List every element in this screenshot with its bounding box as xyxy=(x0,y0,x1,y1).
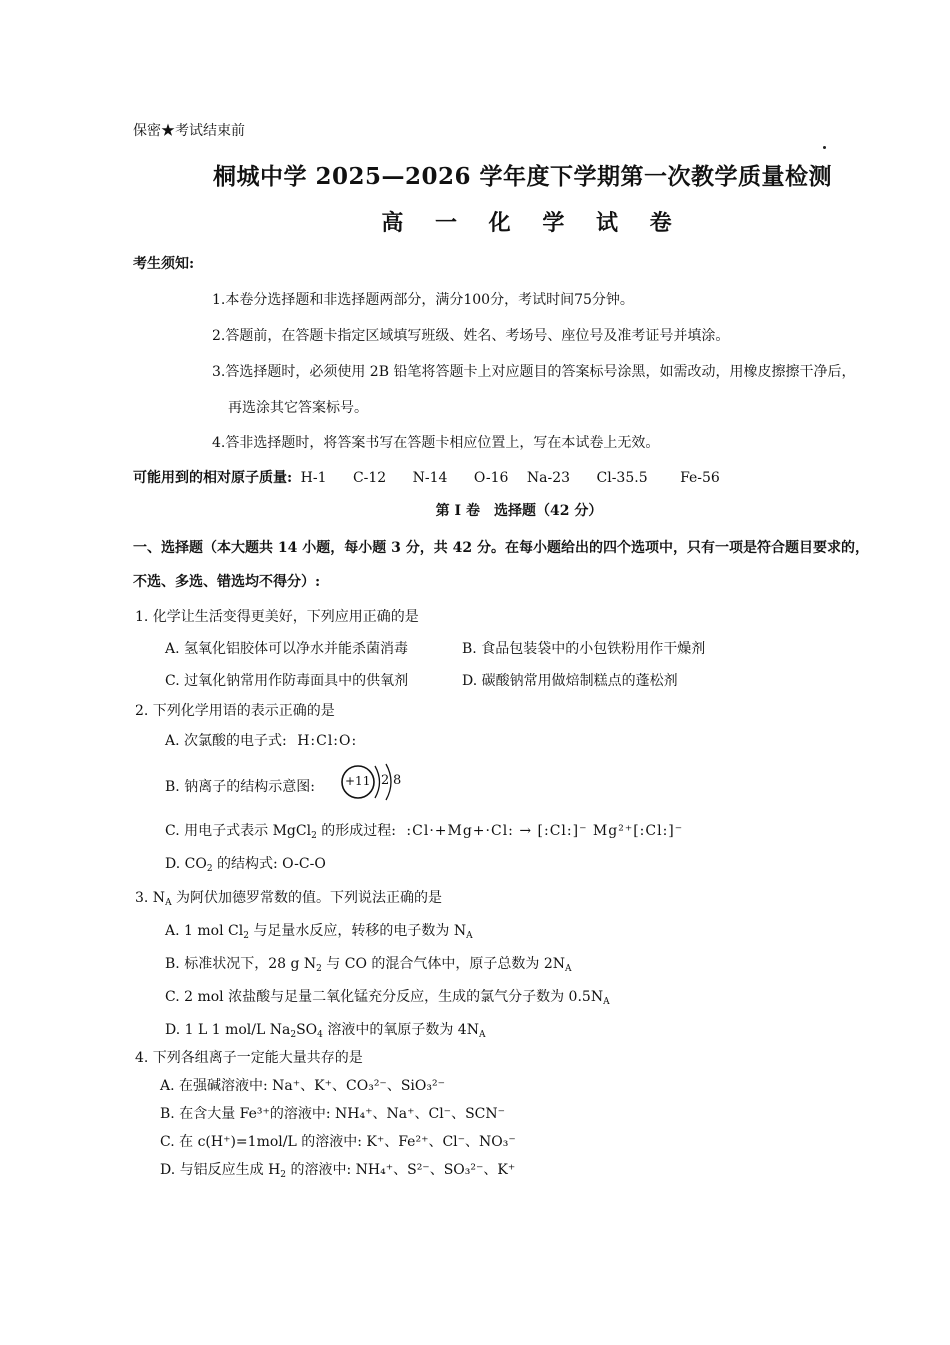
nucleus-charge: +11 xyxy=(345,774,371,788)
q4-d-post: 的溶液中: NH₄⁺、S²⁻、SO₃²⁻、K⁺ xyxy=(286,1162,516,1178)
q4-stem: 4. 下列各组离子一定能大量共存的是 xyxy=(135,1050,363,1066)
q3-a-sub2: A xyxy=(466,931,473,941)
q2-option-b-label: B. 钠离子的结构示意图: xyxy=(165,779,315,795)
q3-b-sub: 2 xyxy=(316,964,322,974)
q1-option-d: D. 碳酸钠常用做焙制糕点的蓬松剂 xyxy=(462,673,678,689)
q3-d-sub: 2 xyxy=(290,1030,297,1040)
q4-option-a: A. 在强碱溶液中: Na⁺、K⁺、CO₃²⁻、SiO₃²⁻ xyxy=(160,1078,445,1094)
q3-c-sub: A xyxy=(603,997,610,1007)
part-title-line2: 不选、多选、错选均不得分）: xyxy=(133,574,321,590)
q3-d-mid: SO xyxy=(296,1022,318,1038)
q2-option-c-label-end: 的形成过程: xyxy=(316,823,396,839)
q4-option-c: C. 在 c(H⁺)=1mol/L 的溶液中: K⁺、Fe²⁺、Cl⁻、NO₃⁻ xyxy=(160,1134,516,1150)
shell-2-count: 8 xyxy=(393,773,402,788)
q2-option-a xyxy=(165,730,357,750)
q2-option-d-end: 的结构式: O-C-O xyxy=(212,856,326,872)
q3-d-pre: D. 1 L 1 mol/L Na xyxy=(165,1022,291,1038)
q3-b-pre: B. 标准状况下，28 g N xyxy=(165,956,317,972)
shell-1-count: 2 xyxy=(381,773,390,788)
q3-d-sub3: A xyxy=(478,1030,486,1040)
q2-option-d-label: D. CO xyxy=(165,856,207,872)
q1-option-a: A. 氢氧化铝胶体可以净水并能杀菌消毒 xyxy=(165,641,409,657)
q4-option-d xyxy=(160,1159,515,1179)
q2-option-c-sub: 2 xyxy=(311,831,317,841)
exam-title: 桐城中学 2025—2026 学年度下学期第一次教学质量检测 xyxy=(212,163,833,190)
q3-d-sub2: 4 xyxy=(317,1030,323,1040)
atomic-mass-cl: Cl-35.5 xyxy=(596,470,648,486)
exam-subtitle: 高 一 化 学 试 卷 xyxy=(381,210,684,236)
mgcl2-formation-formula: :Cl·+Mg+·Cl: → [:Cl:]⁻ Mg²⁺[:Cl:]⁻ xyxy=(406,823,684,839)
part-title-line1: 一、选择题（本大题共 14 小题，每小题 3 分，共 42 分。在每小题给出的四个选项中，只有一项是符合题目要求的， xyxy=(133,540,869,556)
notice-heading: 考生须知: xyxy=(133,256,195,272)
q1-option-b: B. 食品包装袋中的小包铁粉用作干燥剂 xyxy=(462,641,706,657)
atomic-mass-o: O-16 xyxy=(473,470,509,486)
atomic-mass-na: Na-23 xyxy=(526,470,571,486)
notice-item-1: 1.本卷分选择题和非选择题两部分，满分100分，考试时间75分钟。 xyxy=(212,292,634,308)
q2-option-c-label: C. 用电子式表示 MgCl xyxy=(165,823,312,839)
q3-stem-post: 为阿伏加德罗常数的值。下列说法正确的是 xyxy=(171,890,443,906)
q1-stem: 1. 化学让生活变得更美好，下列应用正确的是 xyxy=(135,609,419,625)
atomic-mass-n: N-14 xyxy=(412,470,448,486)
q3-a-sub: 2 xyxy=(243,931,249,941)
stray-dot xyxy=(823,146,826,149)
atomic-mass-row xyxy=(133,467,720,487)
q2-option-c xyxy=(165,820,683,840)
q2-stem: 2. 下列化学用语的表示正确的是 xyxy=(135,703,335,719)
q4-option-b: B. 在含大量 Fe³⁺的溶液中: NH₄⁺、Na⁺、Cl⁻、SCN⁻ xyxy=(160,1106,506,1122)
atomic-mass-c: C-12 xyxy=(352,470,387,486)
q3-option-a xyxy=(165,920,473,940)
q2-option-d xyxy=(165,853,326,873)
notice-item-3: 3.答选择题时，必须使用 2B 铅笔将答题卡上对应题目的答案标号涂黑，如需改动，用橡皮擦擦干净后， xyxy=(212,364,856,380)
q3-a-mid: 与足量水反应，转移的电子数为 N xyxy=(248,923,467,939)
notice-item-3-cont: 再选涂其它答案标号。 xyxy=(228,400,368,416)
q3-option-b xyxy=(165,953,572,973)
notice-item-2: 2.答题前，在答题卡指定区域填写班级、姓名、考场号、座位号及准考证号并填涂。 xyxy=(212,328,730,344)
q3-stem-sub: A xyxy=(165,898,172,908)
section-heading: 第 I 卷 选择题（42 分） xyxy=(435,503,603,519)
electron-shell-1 xyxy=(375,766,380,798)
q3-stem xyxy=(135,887,442,907)
q3-c-pre: C. 2 mol 浓盐酸与足量二氧化锰充分反应，生成的氯气分子数为 0.5N xyxy=(165,989,604,1005)
q1-option-c: C. 过氧化钠常用作防毒面具中的供氧剂 xyxy=(165,673,409,689)
q3-b-sub2: A xyxy=(565,964,572,974)
q3-a-pre: A. 1 mol Cl xyxy=(165,923,244,939)
hclo-electron-formula: H:Cl:O: xyxy=(297,733,358,749)
q4-d-pre: D. 与铝反应生成 H xyxy=(160,1162,281,1178)
atomic-mass-fe: Fe-56 xyxy=(680,470,720,486)
q2-option-d-sub: 2 xyxy=(206,864,213,874)
atomic-mass-label: 可能用到的相对原子质量: xyxy=(133,470,293,486)
q3-b-mid: 与 CO 的混合气体中，原子总数为 2N xyxy=(321,956,566,972)
q3-d-mid2: 溶液中的氧原子数为 4N xyxy=(322,1022,479,1038)
q2-option-a-label: A. 次氯酸的电子式: xyxy=(165,733,287,749)
confidential-label: 保密★考试结束前 xyxy=(133,123,245,139)
notice-item-4: 4.答非选择题时，将答案书写在答题卡相应位置上，写在本试卷上无效。 xyxy=(212,435,660,451)
q3-option-d xyxy=(165,1019,485,1039)
q3-stem-pre: 3. N xyxy=(135,890,166,906)
atomic-mass-h: H-1 xyxy=(300,470,327,486)
q4-d-sub: 2 xyxy=(280,1170,287,1180)
q3-option-c xyxy=(165,986,610,1006)
